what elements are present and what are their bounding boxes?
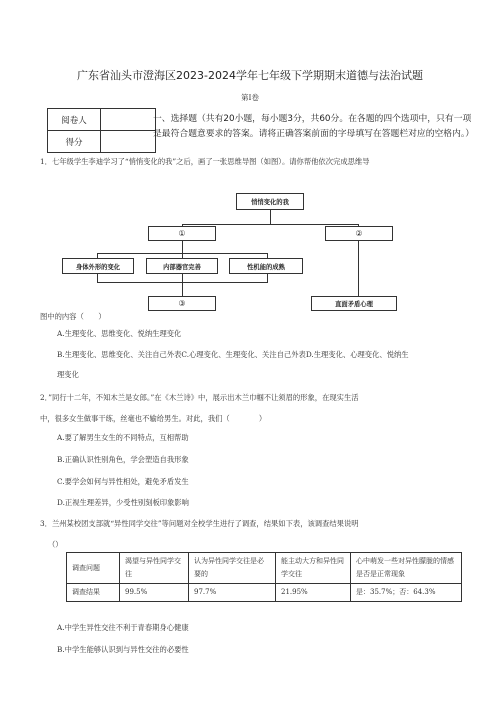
survey-result-cell: 97.7% xyxy=(189,584,276,602)
diagram-box-organs: 内部器官完善 xyxy=(146,258,218,274)
survey-header-cell: 调查问题 xyxy=(67,553,120,584)
q1-stem-continued: 图中的内容（ ） xyxy=(40,312,106,321)
survey-header-cell: 渴望与异性同学交往 xyxy=(120,553,189,584)
survey-result-cell: 是：35.7%；否：64.3% xyxy=(351,584,462,602)
survey-table xyxy=(66,552,462,602)
diagram-top-box: 悄悄变化的我 xyxy=(236,193,304,210)
diagram-box-3: ③ xyxy=(148,296,216,311)
survey-result-cell: 99.5% xyxy=(120,584,189,602)
q2-option-c[interactable]: C.要学会如何与异性相处，避免矛盾发生 xyxy=(57,477,189,486)
q2-option-b[interactable]: B.正确认识性别角色，学会塑造自我形象 xyxy=(57,455,189,464)
diagram-box-1: ① xyxy=(148,226,216,241)
diagram-box-2: ② xyxy=(325,226,393,241)
q2-option-d[interactable]: D.正视生理差异，少受性别刻板印象影响 xyxy=(57,498,189,507)
grader-label: 阅卷人 xyxy=(48,109,101,131)
page-title: 广东省汕头市澄海区2023-2024学年七年级下学期期末道德与法治试题 xyxy=(77,69,423,82)
section-header: 一、选择题（共有20小题，每小题3分，共60分。在各题的四个选项中，只有一项是最符合题意要求的答案。请将正确答案前面的字母填写在答题栏对应的空格内。） xyxy=(153,114,475,139)
q2-stem: 2．”同行十二年，不知木兰是女郎。”在《木兰诗》中，展示出木兰巾帼不让须眉的形象，在现实生活 xyxy=(40,393,359,402)
q1-option-bcd[interactable]: B.生理变化、思维变化、关注自己外表C.心理变化、生理变化、关注自己外表D.生理变化、心理变化、悦纳生 xyxy=(57,350,409,359)
q2-option-a[interactable]: A.要了解男生女生的不同特点，互相帮助 xyxy=(57,433,189,442)
diagram-box-sexual-maturity: 性机能的成熟 xyxy=(229,258,303,274)
q1-stem: 1．七年级学生李迪学习了“悄悄变化的我”之后，画了一张思维导图（如图）。请你帮他依次完成思维导 xyxy=(40,157,370,166)
survey-result-cell: 调查结果 xyxy=(67,584,120,602)
survey-header-cell: 能主动大方和异性同学交往 xyxy=(276,553,351,584)
volume-label: 第I卷 xyxy=(241,93,259,102)
survey-header-cell: 认为异性同学交往是必要的 xyxy=(189,553,276,584)
q2-stem-continued: 中，很多女生做事干练，丝毫也不输给男生。对此，我们（ ） xyxy=(40,414,267,423)
q1-option-a[interactable]: A.生理变化、思维变化、悦纳生理变化 xyxy=(57,329,182,338)
survey-header-cell: 心中萌发一些对异性朦胧的情感是否是正常现象 xyxy=(351,553,462,584)
diagram-box-body-shape: 身体外形的变化 xyxy=(62,258,134,274)
q3-option-b[interactable]: B.中学生能够认识到与异性交往的必要性 xyxy=(57,645,189,654)
survey-result-cell: 21.95% xyxy=(276,584,351,602)
diagram-box-face-contradiction: 直面矛盾心理 xyxy=(311,296,397,311)
q1-option-d-cont: 理变化 xyxy=(57,370,79,379)
q3-stem: 3．兰州某校团支部就“异性同学交往”等问题对全校学生进行了调查，结果如下表，该调查结果说明 xyxy=(40,519,359,528)
score-label: 得分 xyxy=(48,131,101,153)
q3-stem-continued: （） xyxy=(48,540,63,549)
q3-option-a[interactable]: A.中学生异性交往不利于青春期身心健康 xyxy=(57,623,189,632)
